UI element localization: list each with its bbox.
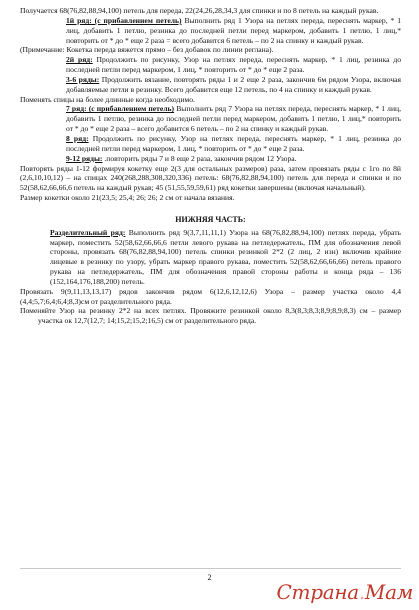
section-title: НИЖНЯЯ ЧАСТЬ: [175, 214, 246, 224]
row-8-text: Продолжить по рисунку, Узор на петлях переда, переснять маркер, * 1 лиц, резинка до последней петли перед маркером, 1 лиц, * повторить от * до * еще 2 раза. [66, 133, 401, 153]
row-2-heading: 2й ряд: [66, 55, 93, 65]
rows-9-12-instructions [20, 154, 401, 164]
row-8-instructions [20, 134, 401, 154]
row-8-heading: 8 ряд: [66, 133, 89, 143]
rows-9-12-heading: 9-12 ряды: [66, 153, 103, 163]
repeat-paragraph: Повторять ряды 1-12 формируя кокетку еще 2(3 для остальных размеров) раза, затем провязать ряды с 1го по 8й (2,6,10,10,12) – на спицах 240(268,288,308,320,336) петель: 68(76,82,88,94,100) петель для переда и спинки и по 52(58,62,66,66,6 петель на каждый рукав; 45 (51,55,59,59,61) ряд кокетки завершены (включая начальный). [20, 163, 401, 193]
row-7-instructions [20, 104, 401, 134]
row-2-text: Продолжить по рисунку, Узор на петлях переда, переснять маркер, * 1 лиц, резинка до последней петли перед маркером, 1 лиц, * повторить от * до * еще 2 раза. [66, 55, 401, 75]
row-1-heading: 1й ряд: (с прибавлением петель) [66, 15, 182, 25]
note-paragraph: (Примечание: Кокетка переда вяжется прямо – без добавок по линии реглана). [20, 45, 274, 55]
row-7-heading: 7 ряд: (с прибавлением петель) [66, 104, 175, 114]
rows-3-6-heading: 3-6 ряды: [66, 74, 100, 84]
yoke-size-paragraph: Размер кокетки около 21(23,5; 25,4; 26; 26; 2 см от начала вязания. [20, 193, 235, 203]
rows-3-6-instructions [20, 75, 401, 95]
paragraph-stitch-count: Получается 68(76,82,88,94,100) петель для переда, 22(24,26,28,34,3 для спинки и по 8 петель на каждый рукав. [20, 6, 379, 15]
site-watermark [277, 580, 413, 604]
rows-9-12-text: .повторить ряды 7 и 8 еще 2 раза, закончив рядом 12 Узора. [102, 153, 297, 163]
page-number: 2 [207, 573, 212, 582]
row-2-instructions [20, 55, 401, 75]
watermark-dot-icon: . [358, 580, 365, 604]
row-1-text: Выполнить ряд 1 Узора на петлях переда, переснять маркер, * 1 лиц, добавить 1 петлю, резинка до последней петли перед маркером, добавить 1 петлю, 1 лиц,* повторить от * до * еще 2 раза = всего добавится 6 петель – по 2 на спинку и каждый рукав. [66, 15, 401, 45]
document-page [20, 6, 401, 326]
row-7-text: Выполнить ряд 7 Узора на петлях переда, переснять маркер, * 1 лиц, добавить 1 петлю, резинка до последней петли перед маркером, добавить 1 петлю, 1 лиц,* повторить от * до * еще 2 раза – всего добавится 6 петель – по 2 на спинку и каждый рукав. [66, 104, 401, 134]
rows-3-6-text: Продолжить вязание, повторять ряды 1 и 2 еще 2 раза, закончив 6м рядом Узора, включая добавляемые петли в резинку. Всего добавится еще 12 петель, по 4 на спинку и каждый рукав. [66, 74, 401, 94]
continue-paragraph: Провязать 9(9,11,13,13,17) рядов закончив рядом 6(12,6,12,12,6) Узора – размер участка около 4,4 (4,4;5,7;6,4;6,4;8,3)см от разделительного ряда. [20, 286, 401, 306]
row-1-instructions [20, 16, 401, 46]
watermark-main-text: Страна [276, 580, 359, 604]
dividing-row-text: Выполнить ряд 9(3,7,11,11,1) Узора на 68(76,82,88,94,100) петлях переда, убрать маркер, поместить 52(58,62,66,66,6 петли левого рукава на петледержатель, ПМ для обозначения левой стороны, провязать 68(76,82,88,94,100) петель спинки резинкой 2*2 (2 лиц, 2 изн) включив крайние лицевые в резинку по узору, убрать маркер правого рукава, поместить 52(58,62,66,66,66) петель правого рукава на петледержатель, ПМ для обозначения правой стороны работы и конца ряда – 136 (152,164,176,188,200) петель. [50, 227, 401, 286]
footer-divider [20, 568, 401, 569]
needles-paragraph: Поменять спицы на более длинные когда необходимо. [20, 94, 195, 104]
dividing-row-heading: Разделительный ряд: [50, 227, 126, 237]
dividing-row-instructions [20, 228, 401, 287]
watermark-tail-text: Мам [364, 580, 413, 604]
ribbing-paragraph: Поменяйте Узор на резинку 2*2 на всех петлях. Провяжите резинкой около 8,3(8,3;8,3;8,9;8,9;8,3) см – размер участка ок 12,7(12,7; 14;15,2;15,2;16,5) см от разделительного ряда. [20, 306, 401, 326]
